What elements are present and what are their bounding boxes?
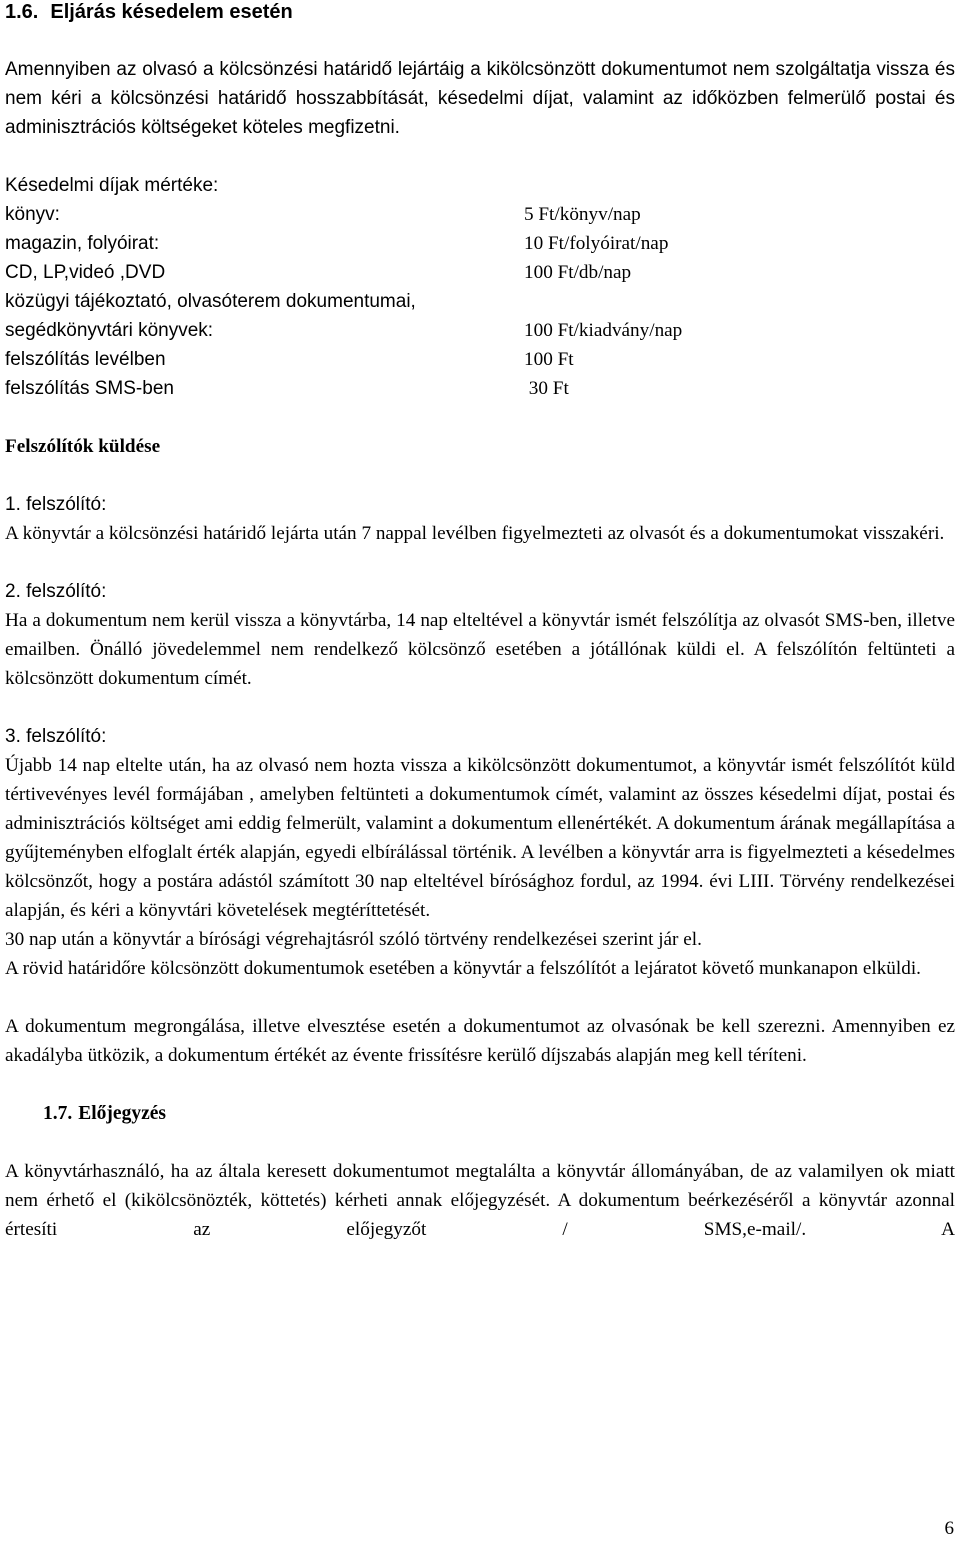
fee-row xyxy=(5,200,955,229)
fee-label: felszólítás SMS-ben xyxy=(5,378,174,399)
fee-row xyxy=(5,345,955,374)
fee-value: 100 Ft xyxy=(524,349,574,370)
fee-row xyxy=(5,316,955,345)
notice-3-title: 3. felszólító: xyxy=(5,726,107,747)
section-number: 1.6. xyxy=(5,1,39,23)
notice-2-title: 2. felszólító: xyxy=(5,581,107,602)
document-page xyxy=(5,0,955,1244)
fee-value xyxy=(524,287,955,316)
fee-row xyxy=(5,229,955,258)
late-fees-title: Késedelmi díjak mértéke: xyxy=(5,175,219,196)
notice-3-text: Újabb 14 nap eltelte után, ha az olvasó nem hozta vissza a kikölcsönzött dokumentumot, a könyvtár ismét felszólítót küld tértivevényes levél formájában , amelyben feltünteti a dokumentumok címét, valamint az összes késedelmi díjat, postai és adminisztrációs költséget ami eddig felmerült, valamint a dokumentum ellenértékét. A dokumentum árának megállapítása a gyűjteményben elfoglalt érték alapján, egyedi elbírálással történik. A levélben a könyvtár arra is figyelmezteti a késedelmes kölcsönzőt, hogy a postára adástól számított 30 nap elteltével bírósághoz fordul, az 1994. évi LIII. Törvény rendelkezései alapján, és kéri a könyvtári követelések megtéríttetését. xyxy=(5,755,955,921)
notices-heading: Felszólítók küldése xyxy=(5,436,161,457)
fee-label: magazin, folyóirat: xyxy=(5,233,160,254)
fee-row xyxy=(5,287,955,316)
fee-row xyxy=(5,374,955,403)
damage-paragraph: A dokumentum megrongálása, illetve elvesztése esetén a dokumentumot az olvasónak be kell szerezni. Amennyiben ez akadályba ütközik, a dokumentum értékét az évente frissítésre kerülő díjszabás alapján meg kell téríteni. xyxy=(5,1016,955,1066)
fee-value: 5 Ft/könyv/nap xyxy=(524,204,641,225)
short-term-loan-text: A rövid határidőre kölcsönzött dokumentumok esetében a könyvtár a felszólítót a lejáratot követő munkanapon elküldi. xyxy=(5,958,921,979)
fee-row xyxy=(5,258,955,287)
fee-value: 100 Ft/db/nap xyxy=(524,262,632,283)
fee-value: 10 Ft/folyóirat/nap xyxy=(524,233,669,254)
late-fees-block xyxy=(5,171,955,403)
fee-label: CD, LP,videó ,DVD xyxy=(5,262,166,283)
fee-label: segédkönyvtári könyvek: xyxy=(5,320,214,341)
section-title: Előjegyzés xyxy=(78,1103,166,1124)
fee-value: 100 Ft/kiadvány/nap xyxy=(524,320,683,341)
fee-list xyxy=(5,200,955,403)
after-30-days-text: 30 nap után a könyvtár a bírósági végrehajtásról szóló törtvény rendelkezései szerint jár el. xyxy=(5,929,702,950)
section-heading-1-6 xyxy=(5,0,955,26)
intro-paragraph: Amennyiben az olvasó a kölcsönzési határidő lejártáig a kikölcsönzött dokumentumot nem szolgáltatja vissza és nem kéri a kölcsönzési határidő hosszabbítását, késedelmi díjat, valamint az időközben felmerülő postai és adminisztrációs költségeket köteles megfizetni. xyxy=(5,59,955,138)
notice-2-text: Ha a dokumentum nem kerül vissza a könyvtárba, 14 nap elteltével a könyvtár ismét felszólítja az olvasót SMS-ben, illetve emailben. Önálló jövedelemmel nem rendelkező kölcsönző esetében a jótállónak küldi el. A felszólítón feltünteti a kölcsönzött dokumentum címét. xyxy=(5,610,955,689)
fee-value: 30 Ft xyxy=(524,378,569,399)
page-number: 6 xyxy=(944,1518,954,1539)
fee-label: könyv: xyxy=(5,204,60,225)
fee-label: felszólítás levélben xyxy=(5,349,166,370)
section-number: 1.7. xyxy=(43,1103,73,1124)
section-heading-1-7 xyxy=(43,1099,955,1128)
reservation-paragraph: A könyvtárhasználó, ha az általa keresett dokumentumot megtalálta a könyvtár állományában, de az valamilyen ok miatt nem érhető el (kikölcsönözték, köttetés) kérheti annak előjegyzését. A dokumentum beérkezéséről a könyvtár azonnal értesíti az előjegyzőt / SMS,e-mail/. A xyxy=(5,1161,955,1240)
fee-label: közügyi tájékoztató, olvasóterem dokumentumai, xyxy=(5,291,416,312)
section-title: Eljárás késedelem esetén xyxy=(50,1,293,23)
notice-1-text: A könyvtár a kölcsönzési határidő lejárta után 7 nappal levélben figyelmezteti az olvasót és a dokumentumokat visszakéri. xyxy=(5,523,945,544)
notice-1-title: 1. felszólító: xyxy=(5,494,107,515)
